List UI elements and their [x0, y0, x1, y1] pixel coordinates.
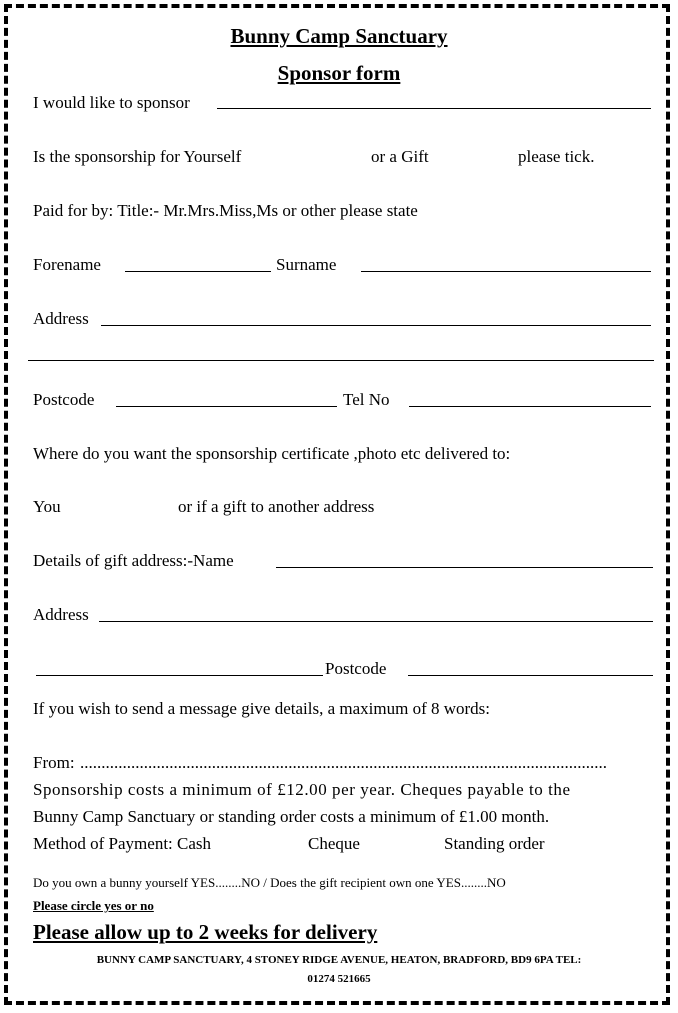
from-label: From: [33, 753, 75, 772]
footer-address: BUNNY CAMP SANCTUARY, 4 STONEY RIDGE AVENUE, HEATON, BRADFORD, BD9 6PA TEL: [96, 954, 582, 966]
gift-postcode-label: Postcode [325, 659, 387, 678]
footer-phone: 01274 521665 [307, 973, 371, 985]
address-label: Address [33, 309, 89, 328]
you-label: You [33, 497, 61, 516]
sponsor-field[interactable] [217, 108, 651, 109]
paid-by-label: Paid for by: Title:- Mr.Mrs.Miss,Ms or other please state [33, 201, 418, 220]
form-title: Sponsor form [277, 61, 401, 85]
message-question: If you wish to send a message give details, a maximum of 8 words: [33, 699, 491, 718]
tel-label: Tel No [343, 390, 390, 409]
forename-label: Forename [33, 255, 101, 274]
payment-method-label: Method of Payment: Cash [33, 834, 212, 853]
tel-field[interactable] [409, 406, 651, 407]
gift-address-label: or if a gift to another address [178, 497, 375, 516]
cost-text-line-2: Bunny Camp Sanctuary or standing order costs a minimum of £1.00 month. [33, 807, 550, 826]
surname-field[interactable] [361, 271, 651, 272]
gift-name-field[interactable] [276, 567, 653, 568]
address-field-line-2[interactable] [28, 360, 654, 361]
gift-address-field-line-2[interactable] [36, 675, 323, 676]
yourself-question: Is the sponsorship for Yourself [33, 147, 242, 166]
org-title: Bunny Camp Sanctuary [230, 24, 448, 48]
cheque-option: Cheque [308, 834, 360, 853]
circle-instruction: Please circle yes or no [33, 898, 154, 913]
or-gift-label: or a Gift [371, 147, 429, 166]
gift-postcode-field[interactable] [408, 675, 653, 676]
forename-field[interactable] [125, 271, 271, 272]
postcode-field[interactable] [116, 406, 337, 407]
delivery-notice: Please allow up to 2 weeks for delivery [33, 920, 378, 944]
surname-label: Surname [276, 255, 337, 274]
own-bunny-question: Do you own a bunny yourself YES........NO / Does the gift recipient own one YES........NO [33, 875, 506, 890]
gift-details-label: Details of gift address:-Name [33, 551, 234, 570]
delivery-question: Where do you want the sponsorship certificate ,photo etc delivered to: [33, 444, 511, 463]
gift-address-field[interactable] [99, 621, 653, 622]
gift-address-label-2: Address [33, 605, 89, 624]
standing-order-option: Standing order [444, 834, 545, 853]
from-field[interactable]: ............................................................................................................................ [80, 753, 607, 772]
please-tick-label: please tick. [518, 147, 595, 166]
cost-text-line-1: Sponsorship costs a minimum of £12.00 per year. Cheques payable to the [33, 780, 571, 799]
sponsor-label: I would like to sponsor [33, 93, 190, 112]
address-field[interactable] [101, 325, 651, 326]
postcode-label: Postcode [33, 390, 95, 409]
